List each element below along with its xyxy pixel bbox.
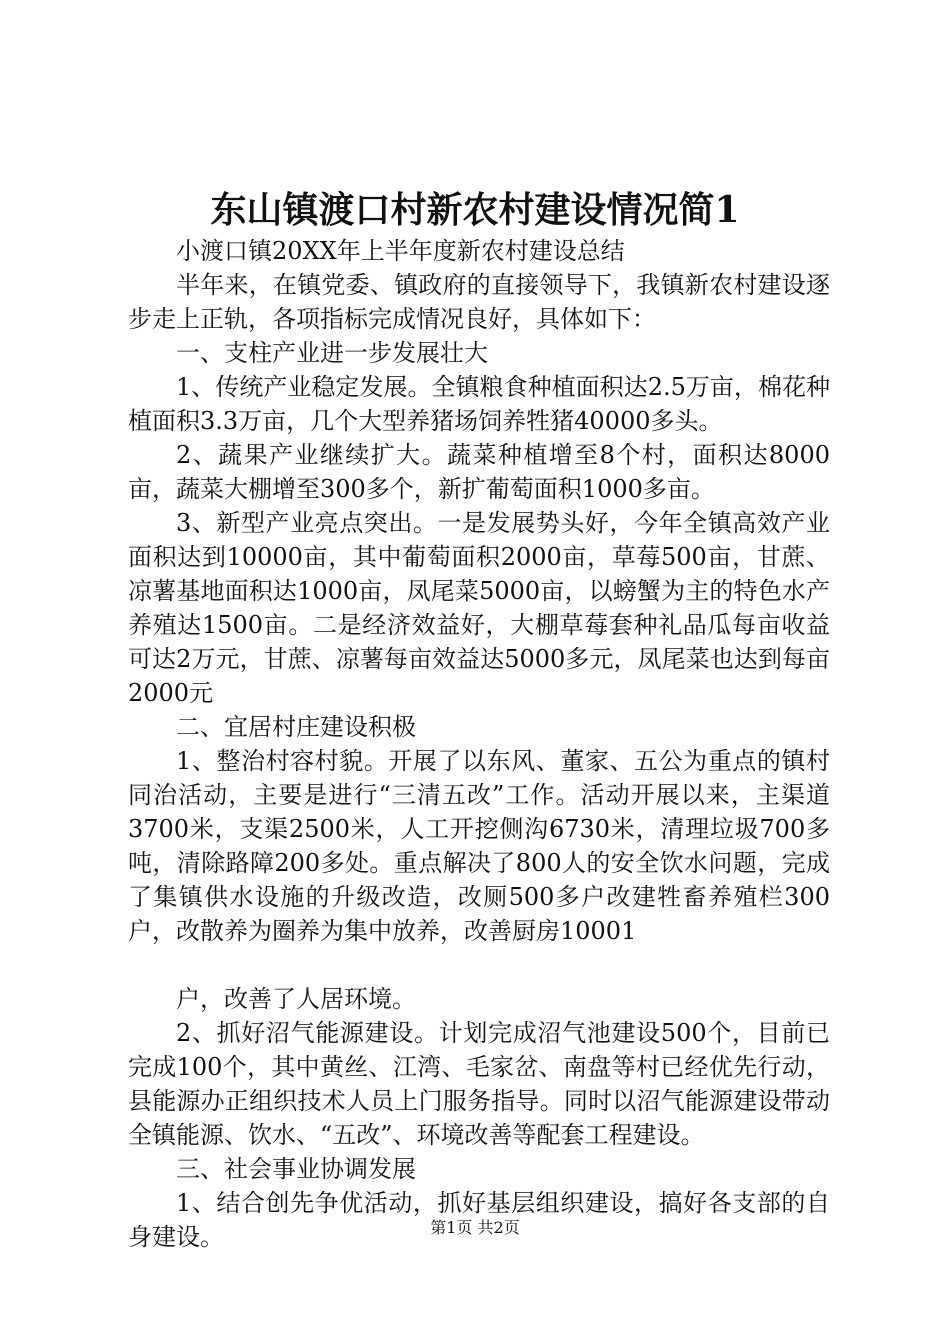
paragraph: 3、新型产业亮点突出。一是发展势头好，今年全镇高效产业面积达到10000亩，其中葡萄面积2000亩，草莓500亩，甘蔗、凉薯基地面积达1000亩，凤尾菜5000亩，以螃蟹为主的特色水产养殖达1500亩。二是经济效益好，大棚草莓套种礼品瓜每亩收益可达2万元，甘蔗、凉薯每亩效益达5000多元，凤尾菜也达到每亩2000元: [128, 509, 830, 707]
paragraph: 户，改善了人居环境。: [176, 985, 416, 1013]
section-heading: 二、宜居村庄建设积极: [176, 713, 416, 741]
document-title: 东山镇渡口村新农村建设情况简1: [210, 189, 740, 231]
paragraph: 1、结合创先争优活动，抓好基层组织建设，搞好各支部的自身建设。: [128, 1189, 830, 1251]
section-heading: 一、支柱产业进一步发展壮大: [176, 339, 488, 367]
paragraph: 2、抓好沼气能源建设。计划完成沼气池建设500个，目前已完成100个，其中黄丝、江湾、毛家岔、南盘等村已经优先行动，县能源办正组织技术人员上门服务指导。同时以沼气能源建设带动全镇能源、饮水、“五改”、环境改善等配套工程建设。: [128, 1019, 830, 1149]
paragraph: 1、传统产业稳定发展。全镇粮食种植面积达2.5万亩，棉花种植面积3.3万亩，几个大型养猪场饲养牲猪40000多头。: [128, 373, 830, 435]
paragraph: 小渡口镇20XX年上半年度新农村建设总结: [176, 237, 625, 265]
section-heading: 三、社会事业协调发展: [176, 1155, 416, 1183]
paragraph: 1、整治村容村貌。开展了以东风、董家、五公为重点的镇村同治活动，主要是进行“三清五改”工作。活动开展以来，主渠道3700米，支渠2500米，人工开挖侧沟6730米，清理垃圾700多吨，清除路障200多处。重点解决了800人的安全饮水问题，完成了集镇供水设施的升级改造，改厕500多户改建牲畜养殖栏300户，改散养为圈养为集中放养，改善厨房10001: [128, 747, 830, 945]
page-footer: 第1页 共2页: [430, 1218, 520, 1237]
document-body: [128, 234, 830, 1254]
paragraph: 2、蔬果产业继续扩大。蔬菜种植增至8个村，面积达8000亩，蔬菜大棚增至300多个，新扩葡萄面积1000多亩。: [128, 441, 830, 503]
paragraph: 半年来，在镇党委、镇政府的直接领导下，我镇新农村建设逐步走上正轨，各项指标完成情况良好，具体如下：: [128, 271, 830, 333]
